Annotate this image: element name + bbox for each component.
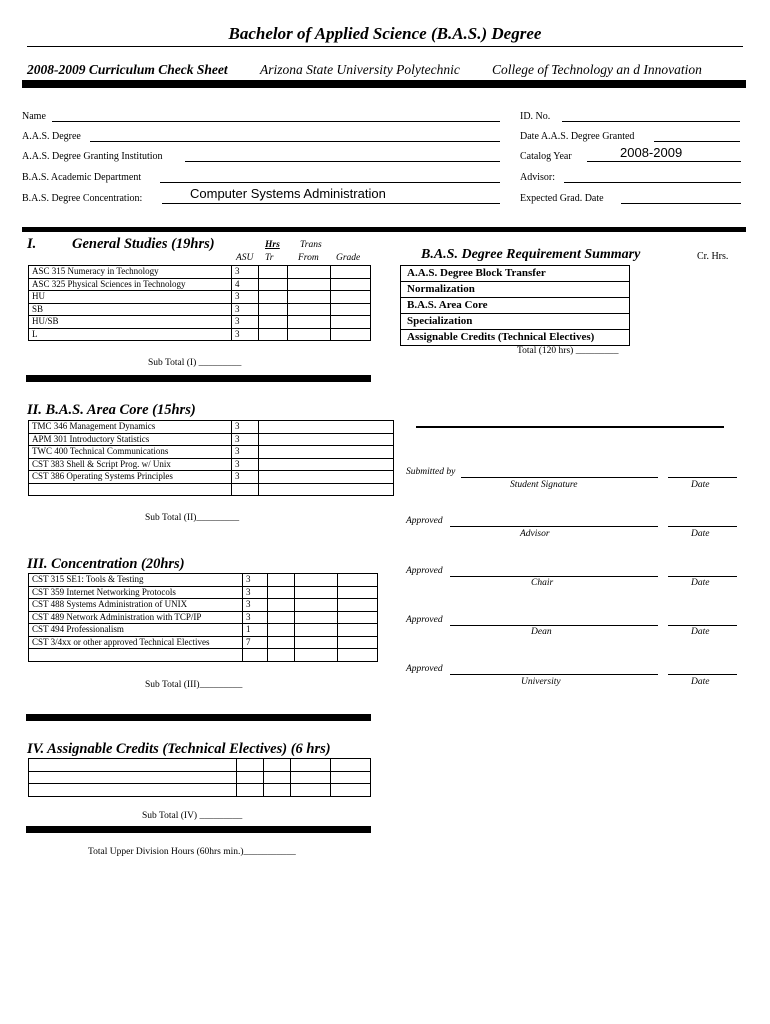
table-row [29, 316, 371, 329]
name-label: Name [22, 111, 46, 122]
hrs-cell: 3 [232, 316, 259, 329]
section1-title: General Studies (19hrs) [72, 236, 215, 252]
course-cell: CST 488 Systems Administration of UNIX [29, 599, 243, 612]
col-from: From [298, 253, 319, 263]
grade-cell[interactable] [338, 574, 378, 587]
student-signature-field[interactable] [461, 477, 658, 478]
table-row [29, 599, 378, 612]
tr-cell[interactable] [264, 771, 291, 784]
section1-table [28, 265, 371, 341]
section3-table [28, 573, 378, 662]
table-row [29, 433, 394, 446]
hrs-cell: 7 [243, 636, 268, 649]
title-rule [27, 46, 743, 47]
table-row [29, 586, 378, 599]
grade-cell[interactable] [259, 433, 394, 446]
section3-subtotal: Sub Total (III)_________ [145, 680, 243, 690]
table-row [29, 471, 394, 484]
tr-cell[interactable] [268, 586, 295, 599]
tr-cell[interactable] [268, 574, 295, 587]
from-cell[interactable] [295, 636, 338, 649]
from-cell[interactable] [295, 624, 338, 637]
hrs-cell [232, 483, 259, 496]
table-row [29, 446, 394, 459]
chair-signature-field[interactable] [450, 576, 658, 577]
concentration-field[interactable] [162, 203, 500, 204]
tr-cell[interactable] [268, 624, 295, 637]
id-no-field[interactable] [562, 121, 740, 122]
summary-item-normalization: Normalization [401, 282, 629, 298]
tr-cell[interactable] [268, 611, 295, 624]
grade-cell[interactable] [259, 458, 394, 471]
hrs-cell: 3 [232, 471, 259, 484]
course-cell: TWC 400 Technical Communications [29, 446, 232, 459]
course-cell: ASC 325 Physical Sciences in Technology [29, 278, 232, 291]
grade-cell[interactable] [331, 278, 371, 291]
granting-institution-label: A.A.S. Degree Granting Institution [22, 151, 163, 162]
from-cell[interactable] [291, 771, 331, 784]
expected-grad-label: Expected Grad. Date [520, 193, 604, 204]
summary-total: Total (120 hrs) _________ [517, 346, 619, 356]
grade-cell[interactable] [331, 291, 371, 304]
from-cell[interactable] [295, 611, 338, 624]
course-cell: CST 383 Shell & Script Prog. w/ Unix [29, 458, 232, 471]
academic-department-field[interactable] [160, 182, 500, 183]
from-cell[interactable] [291, 784, 331, 797]
col-grade: Grade [336, 253, 361, 263]
dean-date-field[interactable] [668, 625, 737, 626]
university-signature-label: University [521, 677, 561, 687]
section4-title: IV. Assignable Credits (Technical Electives) (6 hrs) [27, 741, 331, 757]
from-cell[interactable] [288, 316, 331, 329]
student-signature-label: Student Signature [510, 480, 578, 490]
university-date-label: Date [691, 677, 710, 687]
course-cell: HU/SB [29, 316, 232, 329]
grade-cell[interactable] [338, 636, 378, 649]
hrs-cell: 3 [243, 599, 268, 612]
table-row [29, 611, 378, 624]
university-label: Arizona State University Polytechnic [260, 62, 460, 77]
summary-item-assignable-credits: Assignable Credits (Technical Electives) [407, 331, 595, 343]
sheet-label: 2008-2009 Curriculum Check Sheet [27, 62, 228, 77]
course-cell [29, 483, 232, 496]
hrs-cell: 4 [232, 278, 259, 291]
table-row [29, 784, 371, 797]
hrs-cell: 3 [232, 291, 259, 304]
grade-cell[interactable] [331, 303, 371, 316]
from-cell[interactable] [288, 266, 331, 279]
page-title: Bachelor of Applied Science (B.A.S.) Degree [228, 24, 542, 43]
from-cell[interactable] [295, 586, 338, 599]
concentration-value: Computer Systems Administration [190, 186, 386, 201]
hrs-cell[interactable] [237, 759, 264, 772]
tr-cell[interactable] [259, 303, 288, 316]
from-cell[interactable] [288, 278, 331, 291]
approved-dean-label: Approved [406, 615, 443, 625]
from-cell[interactable] [295, 574, 338, 587]
chair-date-field[interactable] [668, 576, 737, 577]
section3-bar [26, 714, 371, 721]
grade-cell[interactable] [331, 771, 371, 784]
summary-item-block-transfer: A.A.S. Degree Block Transfer [401, 266, 629, 282]
table-row [29, 624, 378, 637]
table-row [29, 421, 394, 434]
course-cell[interactable] [29, 771, 237, 784]
table-row [29, 291, 371, 304]
table-row [29, 328, 371, 341]
table-row [29, 759, 371, 772]
summary-item-area-core: B.A.S. Area Core [401, 298, 629, 314]
tr-cell[interactable] [264, 784, 291, 797]
from-cell[interactable] [291, 759, 331, 772]
grade-cell[interactable] [338, 624, 378, 637]
university-date-field[interactable] [668, 674, 737, 675]
advisor-date-label: Date [691, 529, 710, 539]
from-cell[interactable] [295, 599, 338, 612]
tr-cell[interactable] [268, 599, 295, 612]
date-granted-field[interactable] [654, 141, 740, 142]
expected-grad-field[interactable] [621, 203, 741, 204]
course-cell: SB [29, 303, 232, 316]
grade-cell[interactable] [338, 611, 378, 624]
catalog-year-label: Catalog Year [520, 151, 572, 162]
section1-subtotal: Sub Total (I) _________ [148, 358, 242, 368]
info-bar [22, 227, 746, 232]
hrs-cell [243, 649, 268, 662]
table-row [29, 278, 371, 291]
signature-rule [416, 426, 724, 428]
grade-cell[interactable] [259, 446, 394, 459]
course-cell: CST 359 Internet Networking Protocols [29, 586, 243, 599]
course-cell: TMC 346 Management Dynamics [29, 421, 232, 434]
hrs-cell: 3 [232, 446, 259, 459]
hrs-cell: 3 [243, 586, 268, 599]
from-cell[interactable] [288, 291, 331, 304]
from-cell[interactable] [295, 649, 338, 662]
dean-signature-field[interactable] [450, 625, 658, 626]
advisor-signature-label: Advisor [520, 529, 550, 539]
hrs-cell: 3 [232, 421, 259, 434]
hrs-cell: 3 [232, 303, 259, 316]
hrs-cell: 3 [232, 433, 259, 446]
course-cell: CST 315 SE1: Tools & Testing [29, 574, 243, 587]
grade-cell[interactable] [259, 483, 394, 496]
advisor-field[interactable] [564, 182, 741, 183]
tr-cell[interactable] [259, 316, 288, 329]
university-signature-field[interactable] [450, 674, 658, 675]
catalog-year-value: 2008-2009 [620, 145, 683, 160]
table-row [29, 303, 371, 316]
section4-subtotal: Sub Total (IV) _________ [142, 811, 243, 821]
table-row [29, 771, 371, 784]
summary-title: B.A.S. Degree Requirement Summary [421, 247, 641, 262]
hrs-cell: 3 [243, 611, 268, 624]
advisor-signature-field[interactable] [450, 526, 658, 527]
grade-cell[interactable] [338, 649, 378, 662]
section4-table [28, 758, 371, 797]
tr-cell[interactable] [259, 278, 288, 291]
total-upper-division: Total Upper Division Hours (60hrs min.)___________ [88, 847, 296, 857]
grade-cell[interactable] [338, 599, 378, 612]
col-trans: Trans [300, 240, 322, 250]
from-cell[interactable] [288, 303, 331, 316]
hrs-cell: 3 [243, 574, 268, 587]
tr-cell[interactable] [268, 636, 295, 649]
tr-cell[interactable] [268, 649, 295, 662]
tr-cell[interactable] [264, 759, 291, 772]
course-cell: CST 386 Operating Systems Principles [29, 471, 232, 484]
table-row [29, 574, 378, 587]
grade-cell[interactable] [331, 759, 371, 772]
dean-signature-label: Dean [531, 627, 552, 637]
from-cell[interactable] [288, 328, 331, 341]
tr-cell[interactable] [259, 291, 288, 304]
aas-degree-label: A.A.S. Degree [22, 131, 81, 142]
grade-cell[interactable] [259, 471, 394, 484]
section3-title: III. Concentration (20hrs) [27, 556, 185, 572]
hrs-cell: 3 [232, 266, 259, 279]
course-cell: L [29, 328, 232, 341]
col-tr: Tr [265, 253, 274, 263]
aas-degree-field[interactable] [90, 141, 500, 142]
id-no-label: ID. No. [520, 111, 551, 122]
submitted-label: Submitted by [406, 467, 456, 477]
tr-cell[interactable] [259, 328, 288, 341]
course-cell: ASC 315 Numeracy in Technology [29, 266, 232, 279]
concentration-label: B.A.S. Degree Concentration: [22, 193, 143, 204]
section4-bar [26, 826, 371, 833]
grade-cell[interactable] [331, 266, 371, 279]
section2-title: II. B.A.S. Area Core (15hrs) [27, 402, 196, 418]
advisor-date-field[interactable] [668, 526, 737, 527]
section1-numeral: I. [27, 236, 37, 252]
grade-cell[interactable] [259, 421, 394, 434]
grade-cell[interactable] [331, 316, 371, 329]
col-asu: ASU [236, 253, 254, 263]
chair-signature-label: Chair [531, 578, 554, 588]
hrs-cell[interactable] [237, 784, 264, 797]
cr-hrs-label: Cr. Hrs. [697, 251, 729, 262]
name-field[interactable] [52, 121, 500, 122]
course-cell[interactable] [29, 759, 237, 772]
course-cell: APM 301 Introductory Statistics [29, 433, 232, 446]
section2-table [28, 420, 394, 496]
approved-university-label: Approved [406, 664, 443, 674]
date-granted-label: Date A.A.S. Degree Granted [520, 131, 635, 142]
chair-date-label: Date [691, 578, 710, 588]
table-row [29, 458, 394, 471]
table-row [29, 649, 378, 662]
header-bar [22, 80, 746, 88]
student-date-field[interactable] [668, 477, 737, 478]
advisor-label: Advisor: [520, 172, 555, 183]
grade-cell[interactable] [338, 586, 378, 599]
approved-advisor-label: Approved [406, 516, 443, 526]
college-label: College of Technology an d Innovation [492, 62, 702, 77]
course-cell: HU [29, 291, 232, 304]
col-hrs: Hrs [265, 240, 280, 250]
hrs-cell: 3 [232, 458, 259, 471]
hrs-cell: 1 [243, 624, 268, 637]
catalog-year-field[interactable] [587, 161, 741, 162]
granting-institution-field[interactable] [185, 161, 500, 162]
section2-subtotal: Sub Total (II)_________ [145, 513, 240, 523]
summary-box [400, 265, 630, 346]
course-cell[interactable] [29, 784, 237, 797]
table-row [29, 636, 378, 649]
table-row [29, 483, 394, 496]
course-cell [29, 649, 243, 662]
academic-department-label: B.A.S. Academic Department [22, 172, 142, 183]
course-cell: CST 3/4xx or other approved Technical Electives [29, 636, 243, 649]
course-cell: CST 489 Network Administration with TCP/IP [29, 611, 243, 624]
hrs-cell: 3 [232, 328, 259, 341]
tr-cell[interactable] [259, 266, 288, 279]
student-date-label: Date [691, 480, 710, 490]
approved-chair-label: Approved [406, 566, 443, 576]
section1-bar [26, 375, 371, 382]
dean-date-label: Date [691, 627, 710, 637]
hrs-cell[interactable] [237, 771, 264, 784]
course-cell: CST 494 Professionalism [29, 624, 243, 637]
grade-cell[interactable] [331, 784, 371, 797]
summary-item-specialization: Specialization [401, 314, 629, 330]
table-row [29, 266, 371, 279]
grade-cell[interactable] [331, 328, 371, 341]
